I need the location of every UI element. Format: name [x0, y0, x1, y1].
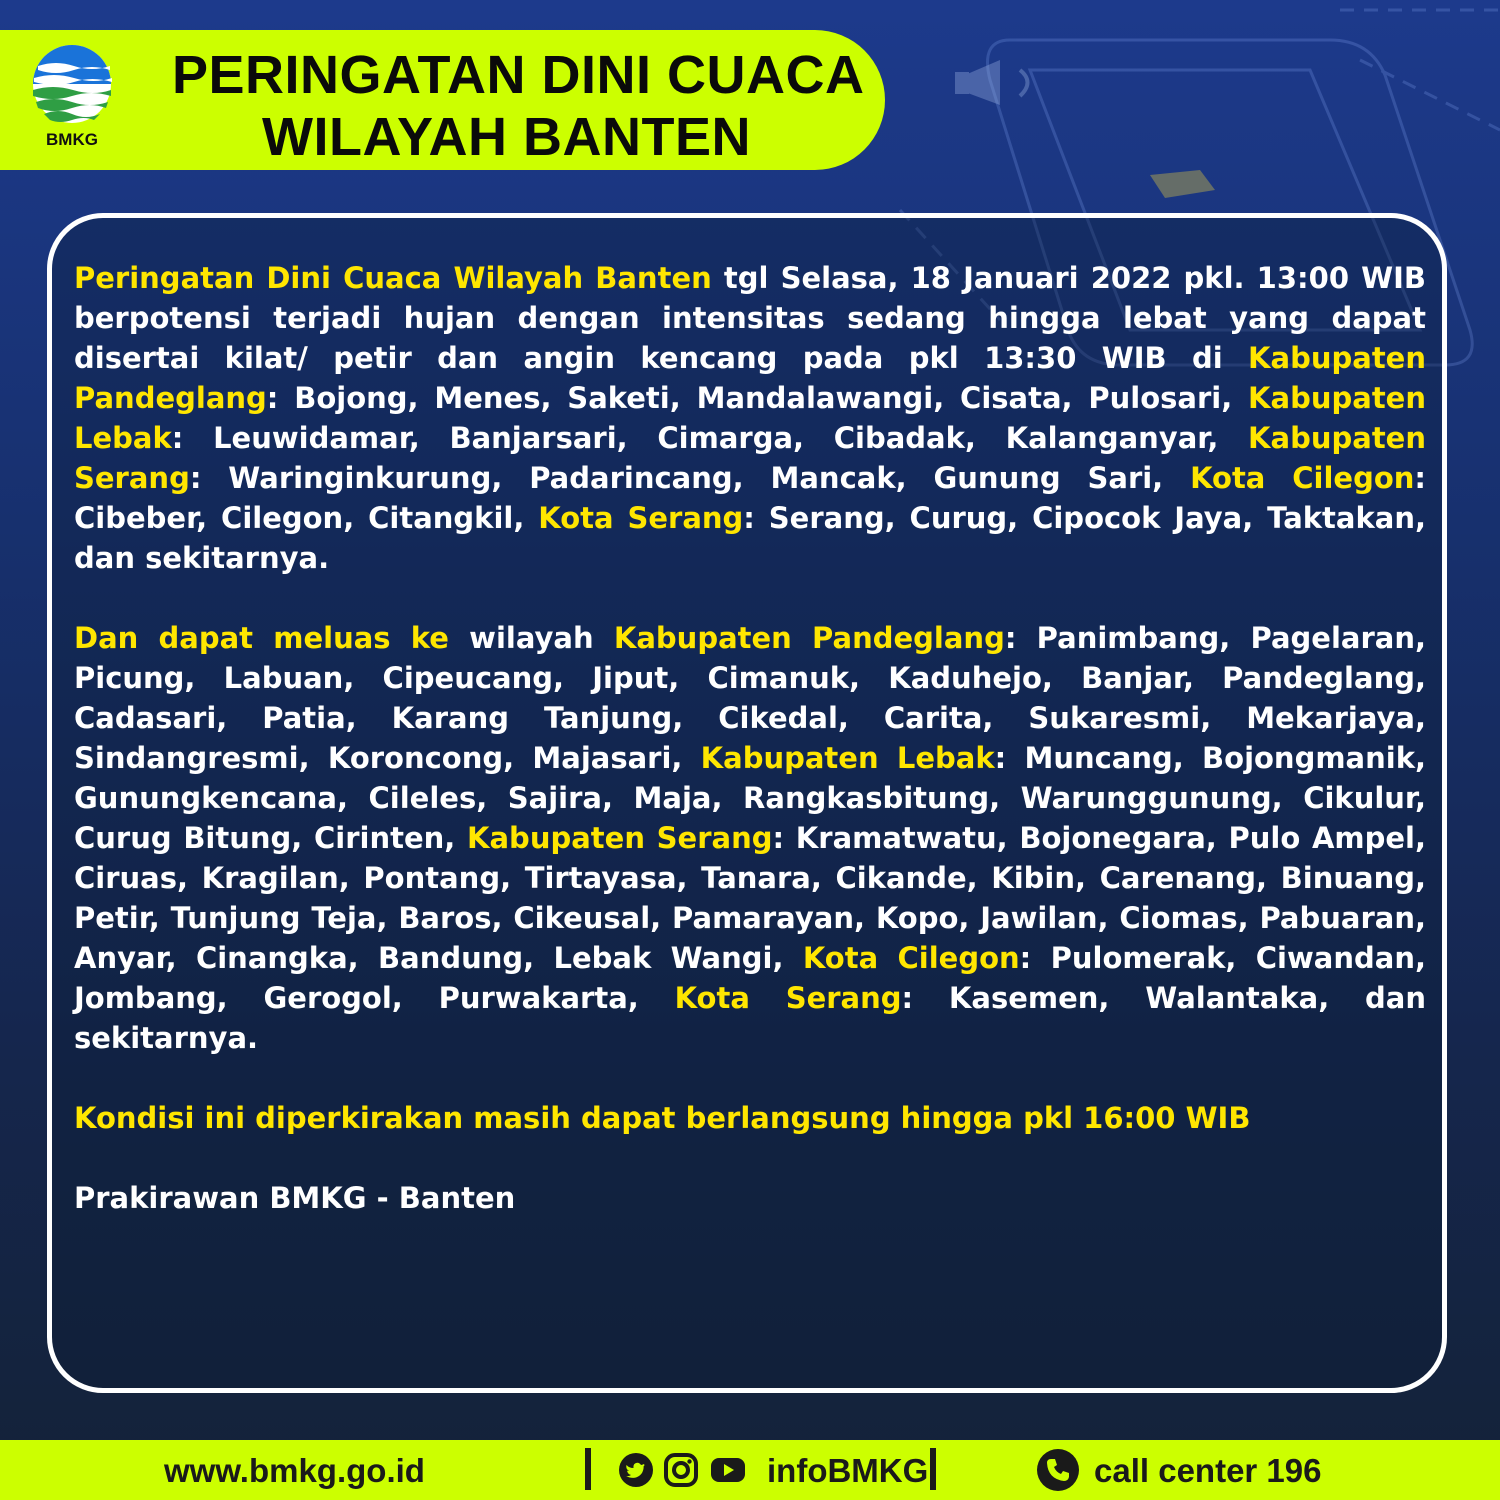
bulletin-text-segment: : Kramatwatu, Bojonegara, Pulo Ampel, Ciruas, Kragilan, Pontang, Tirtayasa, Tanara, Cikande, Kibin, Carenang, Binuang, Petir, Tunjung Teja, Baros, Cikeusal, Pamarayan, Kopo, Jawilan, Ciomas, Pabuaran, Anyar, Cinangka, Bandung, Lebak Wangi,: [74, 821, 1426, 975]
footer-bar: [0, 1440, 1500, 1500]
page-title-line-1: PERINGATAN DINI CUACA: [172, 45, 865, 105]
expansion-paragraph: [74, 618, 1426, 1058]
bmkg-logo-icon: [26, 44, 118, 130]
page-title-line-2: WILAYAH BANTEN: [262, 107, 752, 167]
phone-icon: [1036, 1448, 1080, 1492]
twitter-icon[interactable]: [618, 1452, 654, 1488]
region-highlight: Kabupaten Lebak: [74, 381, 1426, 455]
bulletin-text-segment: : Panimbang, Pagelaran, Picung, Labuan, Cipeucang, Jiput, Cimanuk, Kaduhejo, Banjar, Pandeglang, Cadasari, Patia, Karang Tanjung, Cikedal, Carita, Sukaresmi, Mekarjaya, Sindangresmi, Koroncong, Majasari,: [74, 621, 1426, 775]
youtube-icon[interactable]: [710, 1452, 746, 1488]
bulletin-text-segment: : Muncang, Bojongmanik, Gunungkencana, Cileles, Sajira, Maja, Rangkasbitung, Warunggunung, Cikulur, Curug Bitung, Cirinten,: [74, 741, 1427, 855]
region-highlight: Peringatan Dini Cuaca Wilayah Banten: [74, 261, 712, 295]
bulletin-text-segment: : Pulomerak, Ciwandan, Jombang, Gerogol, Purwakarta,: [74, 941, 1426, 1015]
region-highlight: Kota Cilegon: [802, 941, 1020, 975]
region-highlight: Kabupaten Serang: [74, 421, 1426, 495]
bulletin-text-segment: : Leuwidamar, Banjarsari, Cimarga, Cibadak, Kalanganyar,: [171, 421, 1249, 455]
bulletin-text-segment: tgl Selasa, 18 Januari 2022 pkl. 13:00 WIB berpotensi terjadi hujan dengan intensitas sedang hingga lebat yang dapat disertai kilat/ petir dan angin kencang pada pkl 13:30 WIB di: [74, 261, 1427, 375]
region-highlight: Dan dapat meluas ke: [74, 621, 449, 655]
warning-paragraph: [74, 258, 1426, 578]
region-highlight: Kota Cilegon: [1190, 461, 1415, 495]
footer-divider: [930, 1448, 936, 1490]
signature: Prakirawan BMKG - Banten: [74, 1181, 516, 1215]
region-highlight: Kabupaten Serang: [467, 821, 773, 855]
website-link[interactable]: www.bmkg.go.id: [164, 1452, 425, 1489]
region-highlight: Kabupaten Pandeglang: [74, 341, 1426, 415]
call-center[interactable]: call center 196: [1094, 1452, 1322, 1489]
bulletin-text-segment: wilayah: [448, 621, 614, 655]
bulletin-text-segment: : Kasemen, Walantaka, dan sekitarnya.: [74, 981, 1426, 1055]
duration-note: Kondisi ini diperkirakan masih dapat berlangsung hingga pkl 16:00 WIB: [74, 1101, 1251, 1135]
bmkg-logo: [26, 44, 118, 154]
region-highlight: Kabupaten Pandeglang: [613, 621, 1005, 655]
region-highlight: Kota Serang: [674, 981, 902, 1015]
bulletin-text-segment: : Waringinkurung, Padarincang, Mancak, Gunung Sari,: [189, 461, 1191, 495]
bulletin-text: [74, 258, 1426, 1218]
region-highlight: Kota Serang: [538, 501, 744, 535]
instagram-icon[interactable]: [663, 1452, 699, 1488]
bulletin-text-segment: : Bojong, Menes, Saketi, Mandalawangi, Cisata, Pulosari,: [266, 381, 1249, 415]
logo-text: BMKG: [46, 130, 98, 149]
footer-divider: [585, 1448, 591, 1490]
social-handle[interactable]: infoBMKG: [767, 1452, 929, 1489]
bulletin-text-segment: : Serang, Curug, Cipocok Jaya, Taktakan, dan sekitarnya.: [74, 501, 1426, 575]
region-highlight: Kabupaten Lebak: [700, 741, 995, 775]
bulletin-text-segment: : Cibeber, Cilegon, Citangkil,: [74, 461, 1427, 535]
